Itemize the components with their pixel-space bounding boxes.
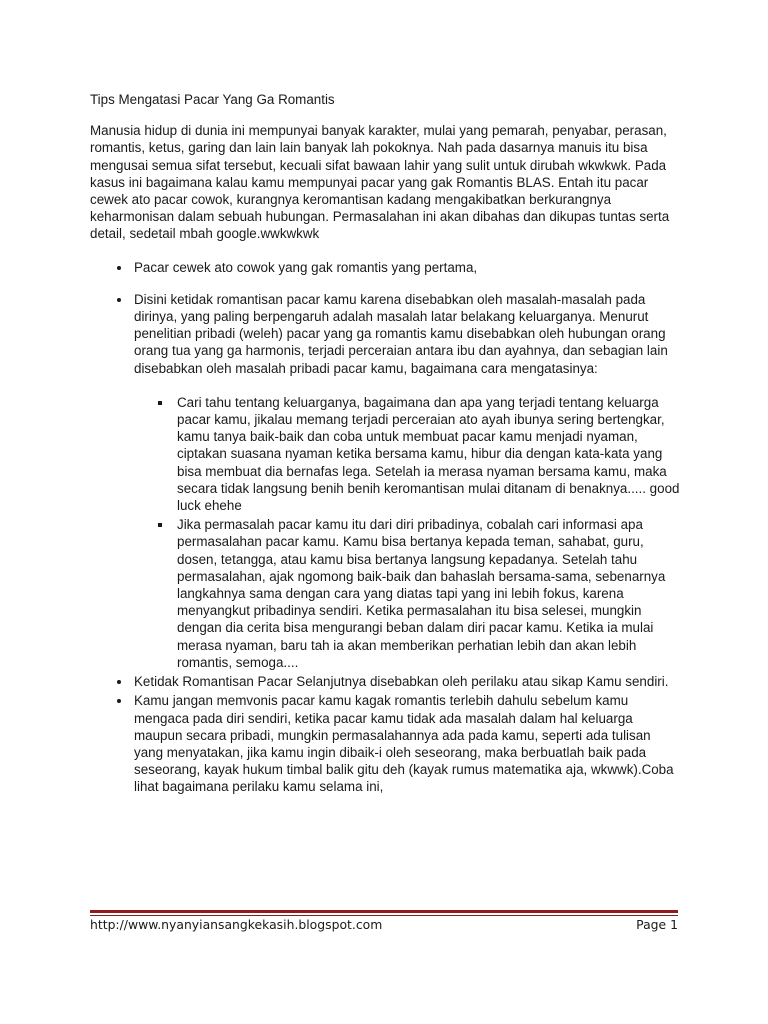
footer-url: http://www.nyanyiansangkekasih.blogspot.com xyxy=(90,917,383,932)
document-title: Tips Mengatasi Pacar Yang Ga Romantis xyxy=(90,92,335,107)
list-item xyxy=(90,259,682,276)
square-bullet-icon xyxy=(158,523,162,527)
list-item xyxy=(90,291,682,671)
footer-rule-thick xyxy=(90,910,678,913)
square-bullet-icon xyxy=(158,401,162,405)
footer-rule-thin xyxy=(90,915,678,916)
document-body xyxy=(90,91,690,796)
list-item-text: Ketidak Romantisan Pacar Selanjutnya disebabkan oleh perilaku atau sikap Kamu sendiri. xyxy=(134,674,669,690)
bullet-icon xyxy=(117,699,121,703)
list-item-text: Pacar cewek ato cowok yang gak romantis yang pertama, xyxy=(134,259,478,275)
list-item-text: Kamu jangan memvonis pacar kamu kagak romantis terlebih dahulu sebelum kamu mengaca pada diri sendiri, ketika pacar kamu tidak ada masalah dalam hal keluarga maupun secara pribadi, mungkin permasalahannya ada pada kamu, seperti ada tulisan yang menyatakan, jika kamu ingin dibaik-i oleh seseorang, maka berbuatlah baik pada seseorang, kayak hukum timbal balik gitu deh (kayak rumus matematika aja, wkwwk).Coba lihat bagaimana perilaku kamu selama ini, xyxy=(134,693,674,795)
page-number: Page 1 xyxy=(636,917,678,932)
sub-list-item-text: Cari tahu tentang keluarganya, bagaimana dan apa yang terjadi tentang keluarga pacar kamu, jikalau memang terjadi perceraian ato ayah ibunya sering bertengkar, kamu tanya baik-baik dan coba untuk membuat pacar kamu menjadi nyaman, ciptakan suasana nyaman ketika bersama kamu, hibur dia dengan kata-kata yang bisa membuat dia bernafas lega. Setelah ia merasa nyaman bersama kamu, maka secara tidak langsung benih benih keromantisan mulai ditanam di benaknya..... good luck ehehe xyxy=(177,394,680,514)
bullet-icon xyxy=(117,298,121,302)
bullet-icon xyxy=(117,680,121,684)
sub-bullet-list xyxy=(134,394,682,671)
sub-list-item xyxy=(132,516,684,671)
sub-list-item xyxy=(132,394,684,514)
sub-list-item-text: Jika permasalah pacar kamu itu dari diri pribadinya, cobalah cari informasi apa permasalahan pacar kamu. Kamu bisa bertanya kepada teman, sahabat, guru, dosen, tetangga, atau kamu bisa bertanya langsung kepadanya. Setelah tahu permasalahan, ajak ngomong baik-baik dan bahaslah bersama-sama, sebenarnya langkahnya sama dengan cara yang diatas tapi yang ini lebih fokus, karena menyangkut pribadinya sendiri. Ketika permasalahan itu bisa selesei, mungkin dengan dia cerita bisa mengurangi beban dalam diri pacar kamu. Ketika ia mulai merasa nyaman, baru tah ia akan memberikan perhatian lebih dan akan lebih romantis, semoga.... xyxy=(177,517,666,670)
bullet-list xyxy=(90,259,690,796)
list-item xyxy=(90,673,682,690)
list-item xyxy=(90,692,682,795)
list-item-text: Disini ketidak romantisan pacar kamu karena disebabkan oleh masalah-masalah pada dirinya, yang paling berpengaruh adalah masalah latar belakang keluarganya. Menurut penelitian pribadi (weleh) pacar yang ga romantis kamu disebabkan oleh hubungan orang orang tua yang ga harmonis, terjadi perceraian antara ibu dan ayahnya, dan sebagian lain disebabkan oleh masalah pribadi pacar kamu, bagaimana cara mengatasinya: xyxy=(134,291,668,376)
bullet-icon xyxy=(117,266,121,270)
intro-paragraph: Manusia hidup di dunia ini mempunyai banyak karakter, mulai yang pemarah, penyabar, perasan, romantis, ketus, garing dan lain lain banyak lah pokoknya. Nah pada dasarnya manuis itu bisa mengusai semua sifat tersebut, kecuali sifat bawaan lahir yang sulit untuk dirubah wkwkwk. Pada kasus ini bagaimana kalau kamu mempunyai pacar yang gak Romantis BLAS. Entah itu pacar cewek ato pacar cowok, kurangnya keromantisan kadang mengakibatkan berkurangnya keharmonisan dalam sebuah hubungan. Permasalahan ini akan dibahas dan dikupas tuntas serta detail, sedetail mbah google.wwkwkwk xyxy=(90,123,670,242)
